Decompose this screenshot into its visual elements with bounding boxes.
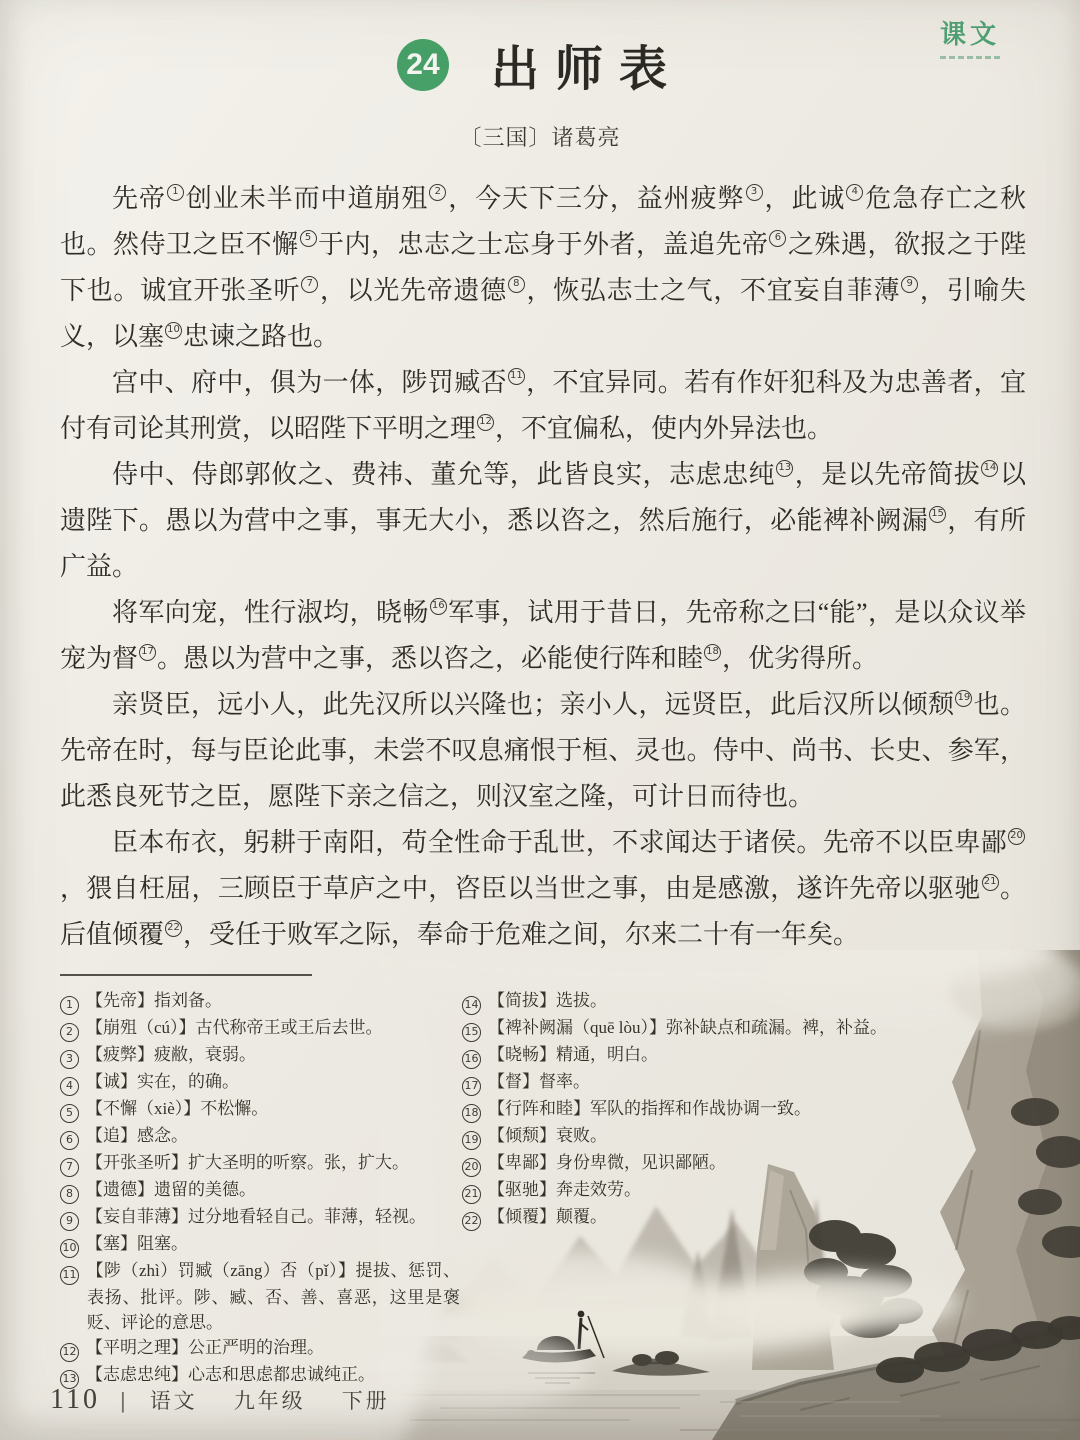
footnote-item [60,1069,460,1096]
footnote-ref: 14 [981,460,998,477]
section-tag [940,14,1000,59]
text-paragraph: 侍中、侍郎郭攸之、费祎、董允等，此皆良实，志虑忠纯 $^{13}$ ，是以先帝简拔 $^{14}$ 以遗陛下。愚以为营中之事，事无大小，悉以咨之，然后施行，必能裨补阙漏 $^{15}$ ，有所广益。 [60,460,1026,581]
footnote-number: 10 [60,1239,79,1258]
footnote-item [462,1069,1026,1096]
footnote-item [60,1231,460,1258]
footer-subject: 语文 [149,1389,198,1413]
footnote-number: 5 [60,1104,79,1123]
footnote-number: 1 [60,996,79,1015]
footnote-number: 13 [60,1370,79,1389]
footer-grade: 九年级 [233,1389,306,1413]
footnote-number: 16 [462,1050,481,1069]
footnote-item [462,1096,1026,1123]
footnote-item [462,1123,1026,1150]
text-paragraph: 先帝 $^1$ 创业未半而中道崩殂 $^2$ ，今天下三分，益州疲弊 $^3$ ，此诚 $^4$ 危急存亡之秋也。然侍卫之臣不懈 $^5$ 于内，忠志之士忘身于外者，盖追先帝 $^6$ 之殊遇，欲报之于陛下也。诚宜开张圣听 $^7$ ，以光先帝遗德 $^8$ ，恢弘志士之气，不宜妄自菲薄 $^9$ ，引喻失义，以塞 $^{10}$ 忠谏之路也。 [60,184,1026,351]
lesson-title: 出师表 [490,43,683,96]
footnote-number: 20 [462,1158,481,1177]
footnote-ref: 18 [704,644,721,661]
section-tag-underline [940,56,1000,59]
footnote-item [462,988,1026,1015]
footnote-number: 21 [462,1185,481,1204]
footnote-number: 12 [60,1343,79,1362]
footnote-text: 【卑鄙】身份卑微，见识鄙陋。 [488,1153,726,1172]
footnote-text: 【驱驰】奔走效劳。 [488,1180,641,1199]
footnote-number: 3 [60,1050,79,1069]
footnote-ref: 22 [165,920,182,937]
footnote-item [462,1015,1026,1042]
footnote-ref: 16 [430,598,447,615]
footnote-item [60,1335,460,1362]
footnote-text: 【平明之理】公正严明的治理。 [86,1338,324,1357]
footnote-number: 11 [60,1266,79,1285]
lesson-author: 〔三国〕诸葛亮 [459,125,621,150]
text-paragraph: 亲贤臣，远小人，此先汉所以兴隆也；亲小人，远贤臣，此后汉所以倾颓 $^{19}$ 也。先帝在时，每与臣论此事，未尝不叹息痛恨于桓、灵也。侍中、尚书、长史、参军，此悉良死节之臣，愿陛下亲之信之，则汉室之隆，可计日而待也。 [60,690,1026,811]
footnote-number: 15 [462,1023,481,1042]
footnote-text: 【行阵和睦】军队的指挥和作战协调一致。 [488,1099,811,1118]
footnote-item [60,1177,460,1204]
footnote-number: 6 [60,1131,79,1150]
lesson-text [60,176,1026,958]
footnote-ref: 19 [955,690,972,707]
footnote-text: 【诚】实在，的确。 [86,1072,239,1091]
footnote-item [462,1150,1026,1177]
footnote-item [60,988,460,1015]
footnote-text: 【开张圣听】扩大圣明的听察。张，扩大。 [86,1153,409,1172]
footnote-text: 【不懈（xiè）】不松懈。 [86,1099,269,1118]
footnote-ref: 4 [846,184,863,201]
footnote-item [60,1258,460,1335]
footnotes-left-column [60,988,460,1389]
footnote-item [60,1204,460,1231]
footnote-ref: 13 [776,460,793,477]
footnote-text: 【追】感念。 [86,1126,188,1145]
lesson-number-badge: 24 [397,39,449,91]
text-paragraph: 臣本布衣，躬耕于南阳，苟全性命于乱世，不求闻达于诸侯。先帝不以臣卑鄙 $^{20}$，猥自枉屈，三顾臣于草庐之中，咨臣以当世之事，由是感激，遂许先帝以驱驰 $^{21}$ 。后值倾覆 $^{22}$ ，受任于败军之际，奉命于危难之间，尔来二十有一年矣。 [60,828,1026,949]
footnote-ref: 11 [508,368,525,385]
footnote-ref: 3 [746,184,763,201]
footnote-ref: 2 [429,184,446,201]
footnote-ref: 6 [769,230,786,247]
text-paragraph: 将军向宠，性行淑均，晓畅 $^{16}$ 军事，试用于昔日，先帝称之曰“能”，是以众议举宠为督 $^{17}$ 。愚以为营中之事，悉以咨之，必能使行阵和睦 $^{18}$ ，优劣得所。 [60,598,1026,673]
section-tag-label: 课文 [939,20,1000,49]
footnotes-section [60,988,1026,1389]
footnote-text: 【志虑忠纯】心志和思虑都忠诚纯正。 [86,1365,375,1384]
footnote-number: 22 [462,1212,481,1231]
footnote-number: 8 [60,1185,79,1204]
footnote-number: 14 [462,996,481,1015]
footnote-item [60,1096,460,1123]
footnote-text: 【晓畅】精通，明白。 [488,1045,658,1064]
lesson-title-row [0,0,1080,99]
page-footer [50,1384,426,1416]
footnote-text: 【督】督率。 [488,1072,590,1091]
footnote-number: 17 [462,1077,481,1096]
footnotes-right-column [460,988,1026,1389]
footnote-ref: 9 [901,276,918,293]
footnote-text: 【裨补阙漏（quē lòu）】弥补缺点和疏漏。裨，补益。 [488,1018,888,1037]
footnote-text: 【妄自菲薄】过分地看轻自己。菲薄，轻视。 [86,1207,426,1226]
footnote-ref: 5 [300,230,317,247]
footnote-item [462,1204,1026,1231]
footnote-item [462,1042,1026,1069]
footnote-text: 【塞】阻塞。 [86,1234,188,1253]
footnote-ref: 8 [508,276,525,293]
footnote-item [60,1123,460,1150]
footnote-text: 【陟（zhì）罚臧（zāng）否（pǐ）】提拔、惩罚、表扬、批评。陟、臧、否、善、喜恶，这里是褒贬、评论的意思。 [86,1261,460,1332]
footer-separator: | [119,1388,126,1413]
footnote-text: 【先帝】指刘备。 [86,991,222,1010]
footnote-ref: 15 [929,506,946,523]
footnote-text: 【简拔】选拔。 [488,991,607,1010]
page-number: 110 [50,1384,100,1415]
footnote-text: 【疲弊】疲敝，衰弱。 [86,1045,256,1064]
footnote-number: 2 [60,1023,79,1042]
footnote-ref: 7 [301,276,318,293]
footnote-ref: 17 [139,644,156,661]
footnote-ref: 20 [1008,828,1025,845]
footnote-number: 9 [60,1212,79,1231]
footnote-text: 【倾覆】颠覆。 [488,1207,607,1226]
footnote-ref: 10 [165,322,182,339]
footnote-item [462,1177,1026,1204]
footnote-text: 【倾颓】衰败。 [488,1126,607,1145]
footnote-divider [60,974,312,976]
footnote-text: 【崩殂（cú）】古代称帝王或王后去世。 [86,1018,383,1037]
footnote-text: 【遗德】遗留的美德。 [86,1180,256,1199]
footnote-number: 7 [60,1158,79,1177]
footnote-ref: 21 [982,874,999,891]
footnote-ref: 1 [167,184,184,201]
footnote-item [60,1015,460,1042]
footnote-item [60,1150,460,1177]
footnote-number: 19 [462,1131,481,1150]
footnote-number: 4 [60,1077,79,1096]
footnote-ref: 12 [477,414,494,431]
footer-volume: 下册 [341,1389,390,1413]
footnote-item [60,1042,460,1069]
text-paragraph: 宫中、府中，俱为一体，陟罚臧否 $^{11}$ ，不宜异同。若有作奸犯科及为忠善者，宜付有司论其刑赏，以昭陛下平明之理 $^{12}$ ，不宜偏私，使内外异法也。 [60,368,1026,443]
footnote-number: 18 [462,1104,481,1123]
